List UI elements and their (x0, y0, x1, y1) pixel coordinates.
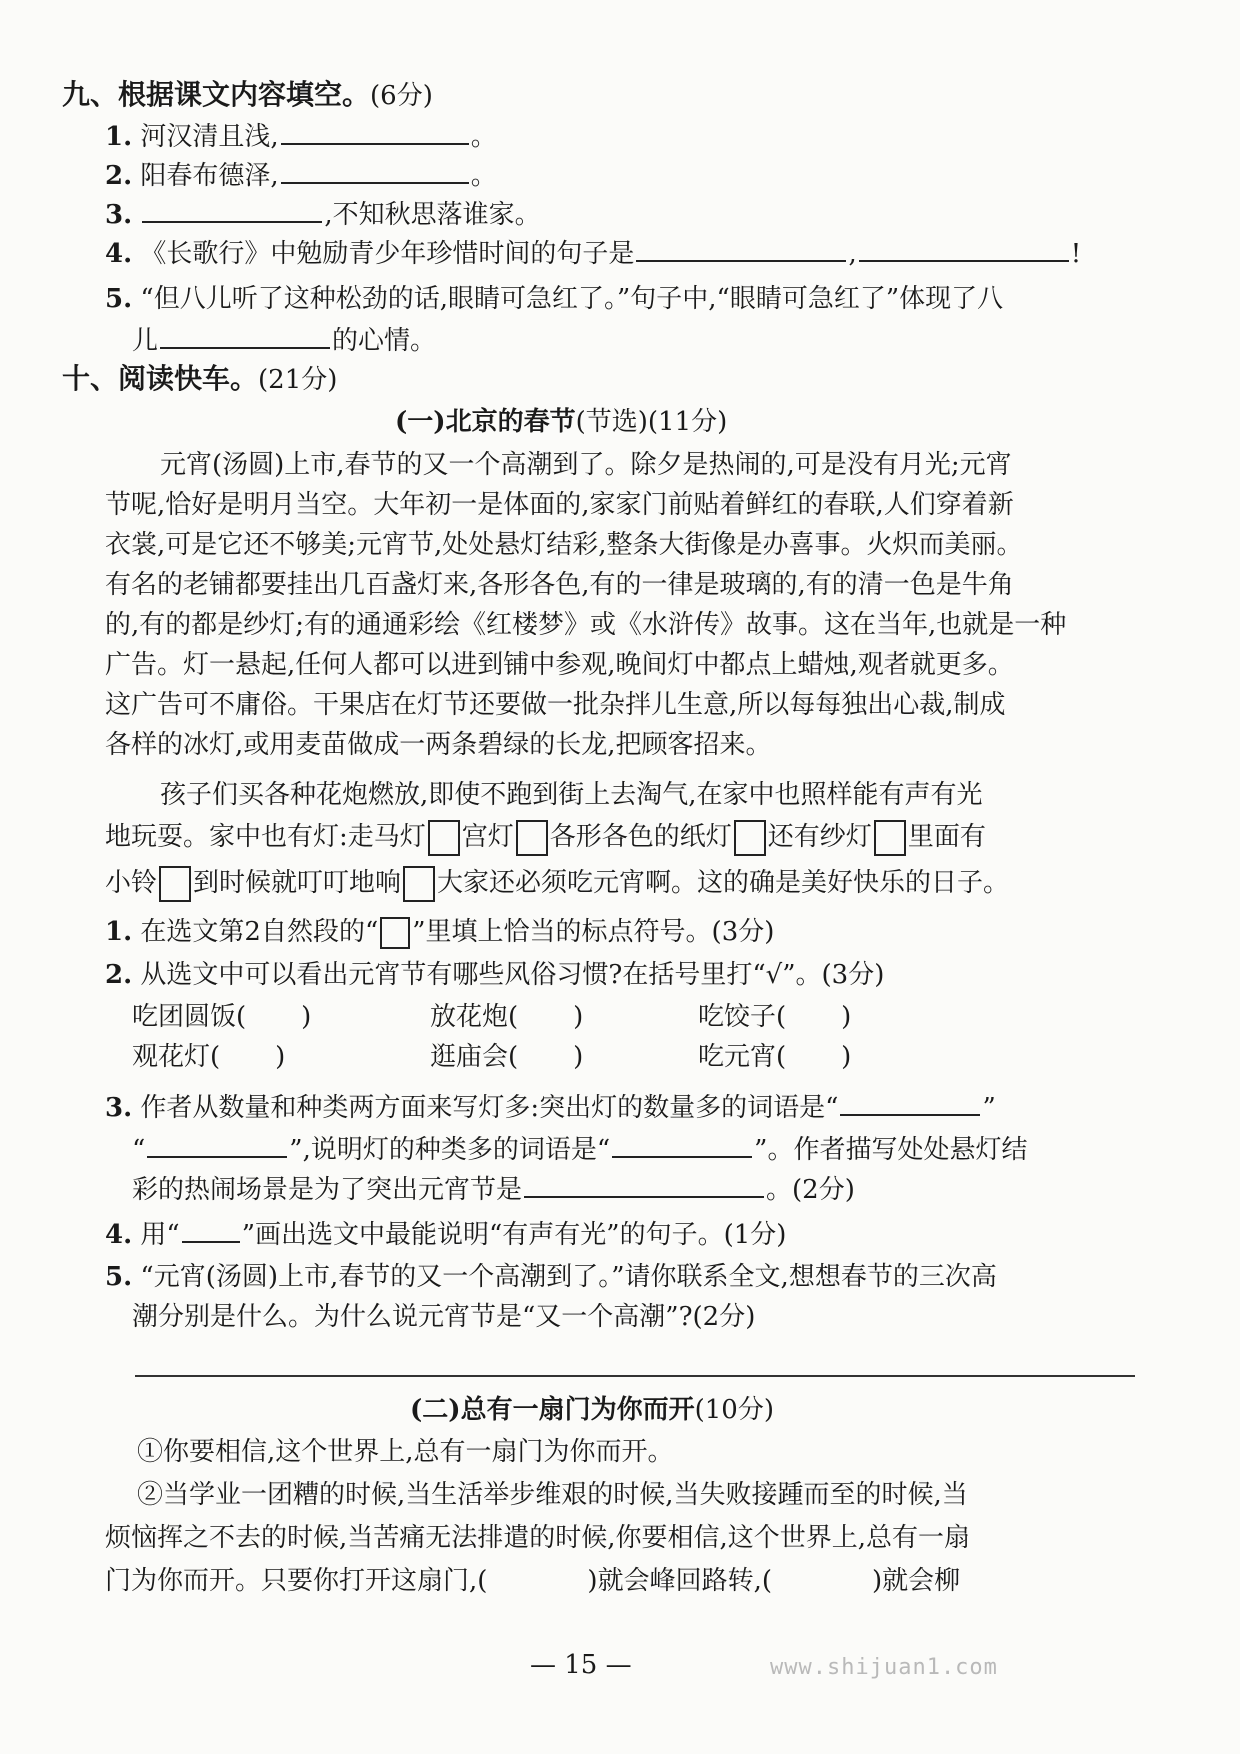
passage-2-line: 烦恼挥之不去的时候,当苦痛无法排遣的时候,你要相信,这个世界上,总有一扇 (105, 1523, 971, 1553)
q2-end: 。 (470, 161, 497, 191)
option-label: 吃元宵( (698, 1042, 787, 1072)
text-segment: )就会峰回路转,( (587, 1566, 772, 1596)
q-text: 在选文第2自然段的“ (140, 917, 379, 947)
question-number: 1. (105, 917, 133, 947)
q4-comma: , (848, 239, 857, 269)
option-label: 吃团圆饭( (132, 1002, 247, 1032)
p1-q5-line1 (105, 1260, 997, 1294)
p1-q1 (105, 915, 774, 949)
q-text: ”里填上恰当的标点符号。(3分) (412, 917, 775, 947)
section-10-points: (21分) (258, 365, 338, 395)
passage-1-p2-line-2 (105, 820, 986, 856)
text-segment: 门为你而开。只要你打开这扇门,( (105, 1566, 488, 1596)
passage-1-p2-line-3 (105, 866, 1009, 902)
s9-q5-line1 (105, 282, 1003, 316)
p1-q3-line3 (132, 1170, 855, 1207)
text-segment: 大家还必须吃元宵啊。这的确是美好快乐的日子。 (437, 868, 1010, 898)
p1-q3-line2 (132, 1130, 1027, 1167)
s9-q1 (105, 117, 497, 154)
option-close: ) (573, 1002, 584, 1032)
s9-q2 (105, 156, 497, 193)
option-label: 吃饺子( (698, 1002, 787, 1032)
section-10-title: 十、阅读快车。 (62, 362, 259, 395)
punctuation-box[interactable] (874, 820, 906, 856)
q-text: 用“ (140, 1220, 180, 1250)
option-close: ) (573, 1042, 584, 1072)
option-close: ) (275, 1042, 286, 1072)
option-item[interactable] (430, 1000, 583, 1034)
section-10-heading (62, 362, 337, 397)
punctuation-box[interactable] (516, 820, 548, 856)
punctuation-box[interactable] (159, 866, 191, 902)
q1-text: 河汉清且浅, (140, 122, 279, 152)
passage-1-title-main: (一)北京的春节 (395, 407, 576, 437)
q-text: 作者从数量和种类两方面来写灯多:突出灯的数量多的词语是“ (140, 1093, 839, 1123)
passage-2-title-tail: (10分) (694, 1395, 774, 1425)
p1-q5-line2: 潮分别是什么。为什么说元宵节是“又一个高潮”?(2分) (132, 1302, 756, 1332)
section-9-title: 九、根据课文内容填空。 (62, 78, 371, 111)
question-number: 5. (105, 1262, 133, 1292)
q5-end: 的心情。 (332, 326, 437, 356)
option-label: 放花炮( (430, 1002, 519, 1032)
q5-text: “但八儿听了这种松劲的话,眼睛可急红了。”句子中,“眼睛可急红了”体现了八 (140, 284, 1004, 314)
question-number: 1. (105, 122, 133, 152)
passage-1-p2-line: 孩子们买各种花炮燃放,即使不跑到街上去淘气,在家中也照样能有声有光 (160, 780, 983, 810)
question-number: 3. (105, 1093, 133, 1123)
passage-1-line: 有名的老铺都要挂出几百盏灯来,各形各色,有的一律是玻璃的,有的清一色是牛角 (105, 570, 1014, 600)
question-number: 4. (105, 239, 133, 269)
answer-blank[interactable] (840, 1088, 980, 1116)
answer-blank[interactable] (281, 156, 469, 184)
q-text: “ (132, 1135, 146, 1165)
q2-text: 阳春布德泽, (140, 161, 279, 191)
q-text: “元宵(汤圆)上市,春节的又一个高潮到了。”请你联系全文,想想春节的三次高 (140, 1262, 997, 1292)
answer-line[interactable] (135, 1375, 1135, 1377)
q-text: ”,说明灯的种类多的词语是“ (289, 1135, 611, 1165)
s9-q5-line2 (132, 321, 436, 358)
question-number: 2. (105, 960, 133, 990)
answer-blank[interactable] (160, 321, 330, 349)
passage-1-line: 衣裳,可是它还不够美;元宵节,处处悬灯结彩,整条大街像是办喜事。火炽而美丽。 (105, 530, 1023, 560)
section-9-points: (6分) (370, 81, 433, 111)
passage-1-line: 节呢,恰好是明月当空。大年初一是体面的,家家门前贴着鲜红的春联,人们穿着新 (105, 490, 1014, 520)
section-9-heading (62, 78, 433, 113)
passage-1-title-tail: (节选)(11分) (575, 407, 728, 437)
q5-text-2: 儿 (132, 326, 159, 356)
option-close: ) (841, 1042, 852, 1072)
option-item[interactable] (698, 1000, 851, 1034)
s9-q4 (105, 234, 1081, 271)
passage-1-line: 各样的冰灯,或用麦苗做成一两条碧绿的长龙,把顾客招来。 (105, 730, 772, 760)
option-close: ) (841, 1002, 852, 1032)
option-label: 观花灯( (132, 1042, 221, 1072)
option-close: ) (301, 1002, 312, 1032)
answer-blank[interactable] (636, 234, 846, 262)
answer-blank[interactable] (142, 195, 322, 223)
text-segment: 里面有 (907, 822, 986, 852)
passage-1-line: 广告。灯一悬起,任何人都可以进到铺中参观,晚间灯中都点上蜡烛,观者就更多。 (105, 650, 1014, 680)
option-item[interactable] (132, 1040, 285, 1074)
text-segment: 各形各色的纸灯 (549, 822, 732, 852)
q1-end: 。 (470, 122, 497, 152)
passage-1-line: 的,有的都是纱灯;有的通通彩绘《红楼梦》或《水浒传》故事。这在当年,也就是一种 (105, 610, 1067, 640)
option-item[interactable] (430, 1040, 583, 1074)
passage-2-p1: ①你要相信,这个世界上,总有一扇门为你而开。 (137, 1437, 674, 1467)
punctuation-box[interactable] (734, 820, 766, 856)
page-number: — 15 — (530, 1650, 632, 1680)
answer-blank[interactable] (281, 117, 469, 145)
p1-q3-line1 (105, 1088, 996, 1125)
answer-blank[interactable] (147, 1130, 287, 1158)
passage-2-line: ②当学业一团糟的时候,当生活举步维艰的时候,当失败接踵而至的时候,当 (137, 1480, 968, 1510)
q4-end: ! (1070, 239, 1082, 269)
question-number: 4. (105, 1220, 133, 1250)
question-number: 5. (105, 284, 133, 314)
underline-sample (182, 1215, 240, 1243)
passage-2-title-main: (二)总有一扇门为你而开 (410, 1395, 695, 1425)
text-segment: 还有纱灯 (767, 822, 872, 852)
text-segment: 地玩耍。家中也有灯:走马灯 (105, 822, 426, 852)
p1-q2 (105, 958, 884, 992)
punctuation-box[interactable] (403, 866, 435, 902)
passage-2-title (410, 1393, 774, 1427)
question-number: 3. (105, 200, 133, 230)
q-text: ”。作者描写处处悬灯结 (754, 1135, 1028, 1165)
text-segment: 宫灯 (461, 822, 514, 852)
q-text: 。(2分) (766, 1175, 855, 1205)
text-segment: 到时候就叮叮地响 (193, 868, 402, 898)
q4-text: 《长歌行》中勉励青少年珍惜时间的句子是 (140, 239, 635, 269)
answer-blank[interactable] (859, 234, 1069, 262)
s9-q3 (105, 195, 541, 232)
punctuation-box-sample (380, 917, 410, 949)
q-text: ”画出选文中最能说明“有声有光”的句子。(1分) (241, 1220, 787, 1250)
option-label: 逛庙会( (430, 1042, 519, 1072)
answer-blank[interactable] (612, 1130, 752, 1158)
text-segment: )就会柳 (871, 1566, 961, 1596)
p1-q4 (105, 1215, 786, 1252)
question-number: 2. (105, 161, 133, 191)
option-item[interactable] (698, 1040, 851, 1074)
passage-2-line-3 (105, 1564, 960, 1598)
passage-1-title (395, 405, 727, 439)
q3-text: ,不知秋思落谁家。 (324, 200, 541, 230)
option-item[interactable] (132, 1000, 311, 1034)
q-text: ” (982, 1093, 996, 1123)
answer-blank[interactable] (524, 1170, 764, 1198)
punctuation-box[interactable] (428, 820, 460, 856)
q-text: 彩的热闹场景是为了突出元宵节是 (132, 1175, 523, 1205)
q-text: 从选文中可以看出元宵节有哪些风俗习惯?在括号里打“√”。(3分) (140, 960, 885, 990)
watermark: www.shijuan1.com (770, 1655, 998, 1680)
passage-1-line: 这广告可不庸俗。干果店在灯节还要做一批杂拌儿生意,所以每每独出心裁,制成 (105, 690, 1006, 720)
text-segment: 小铃 (105, 868, 158, 898)
passage-1-line: 元宵(汤圆)上市,春节的又一个高潮到了。除夕是热闹的,可是没有月光;元宵 (160, 450, 1012, 480)
